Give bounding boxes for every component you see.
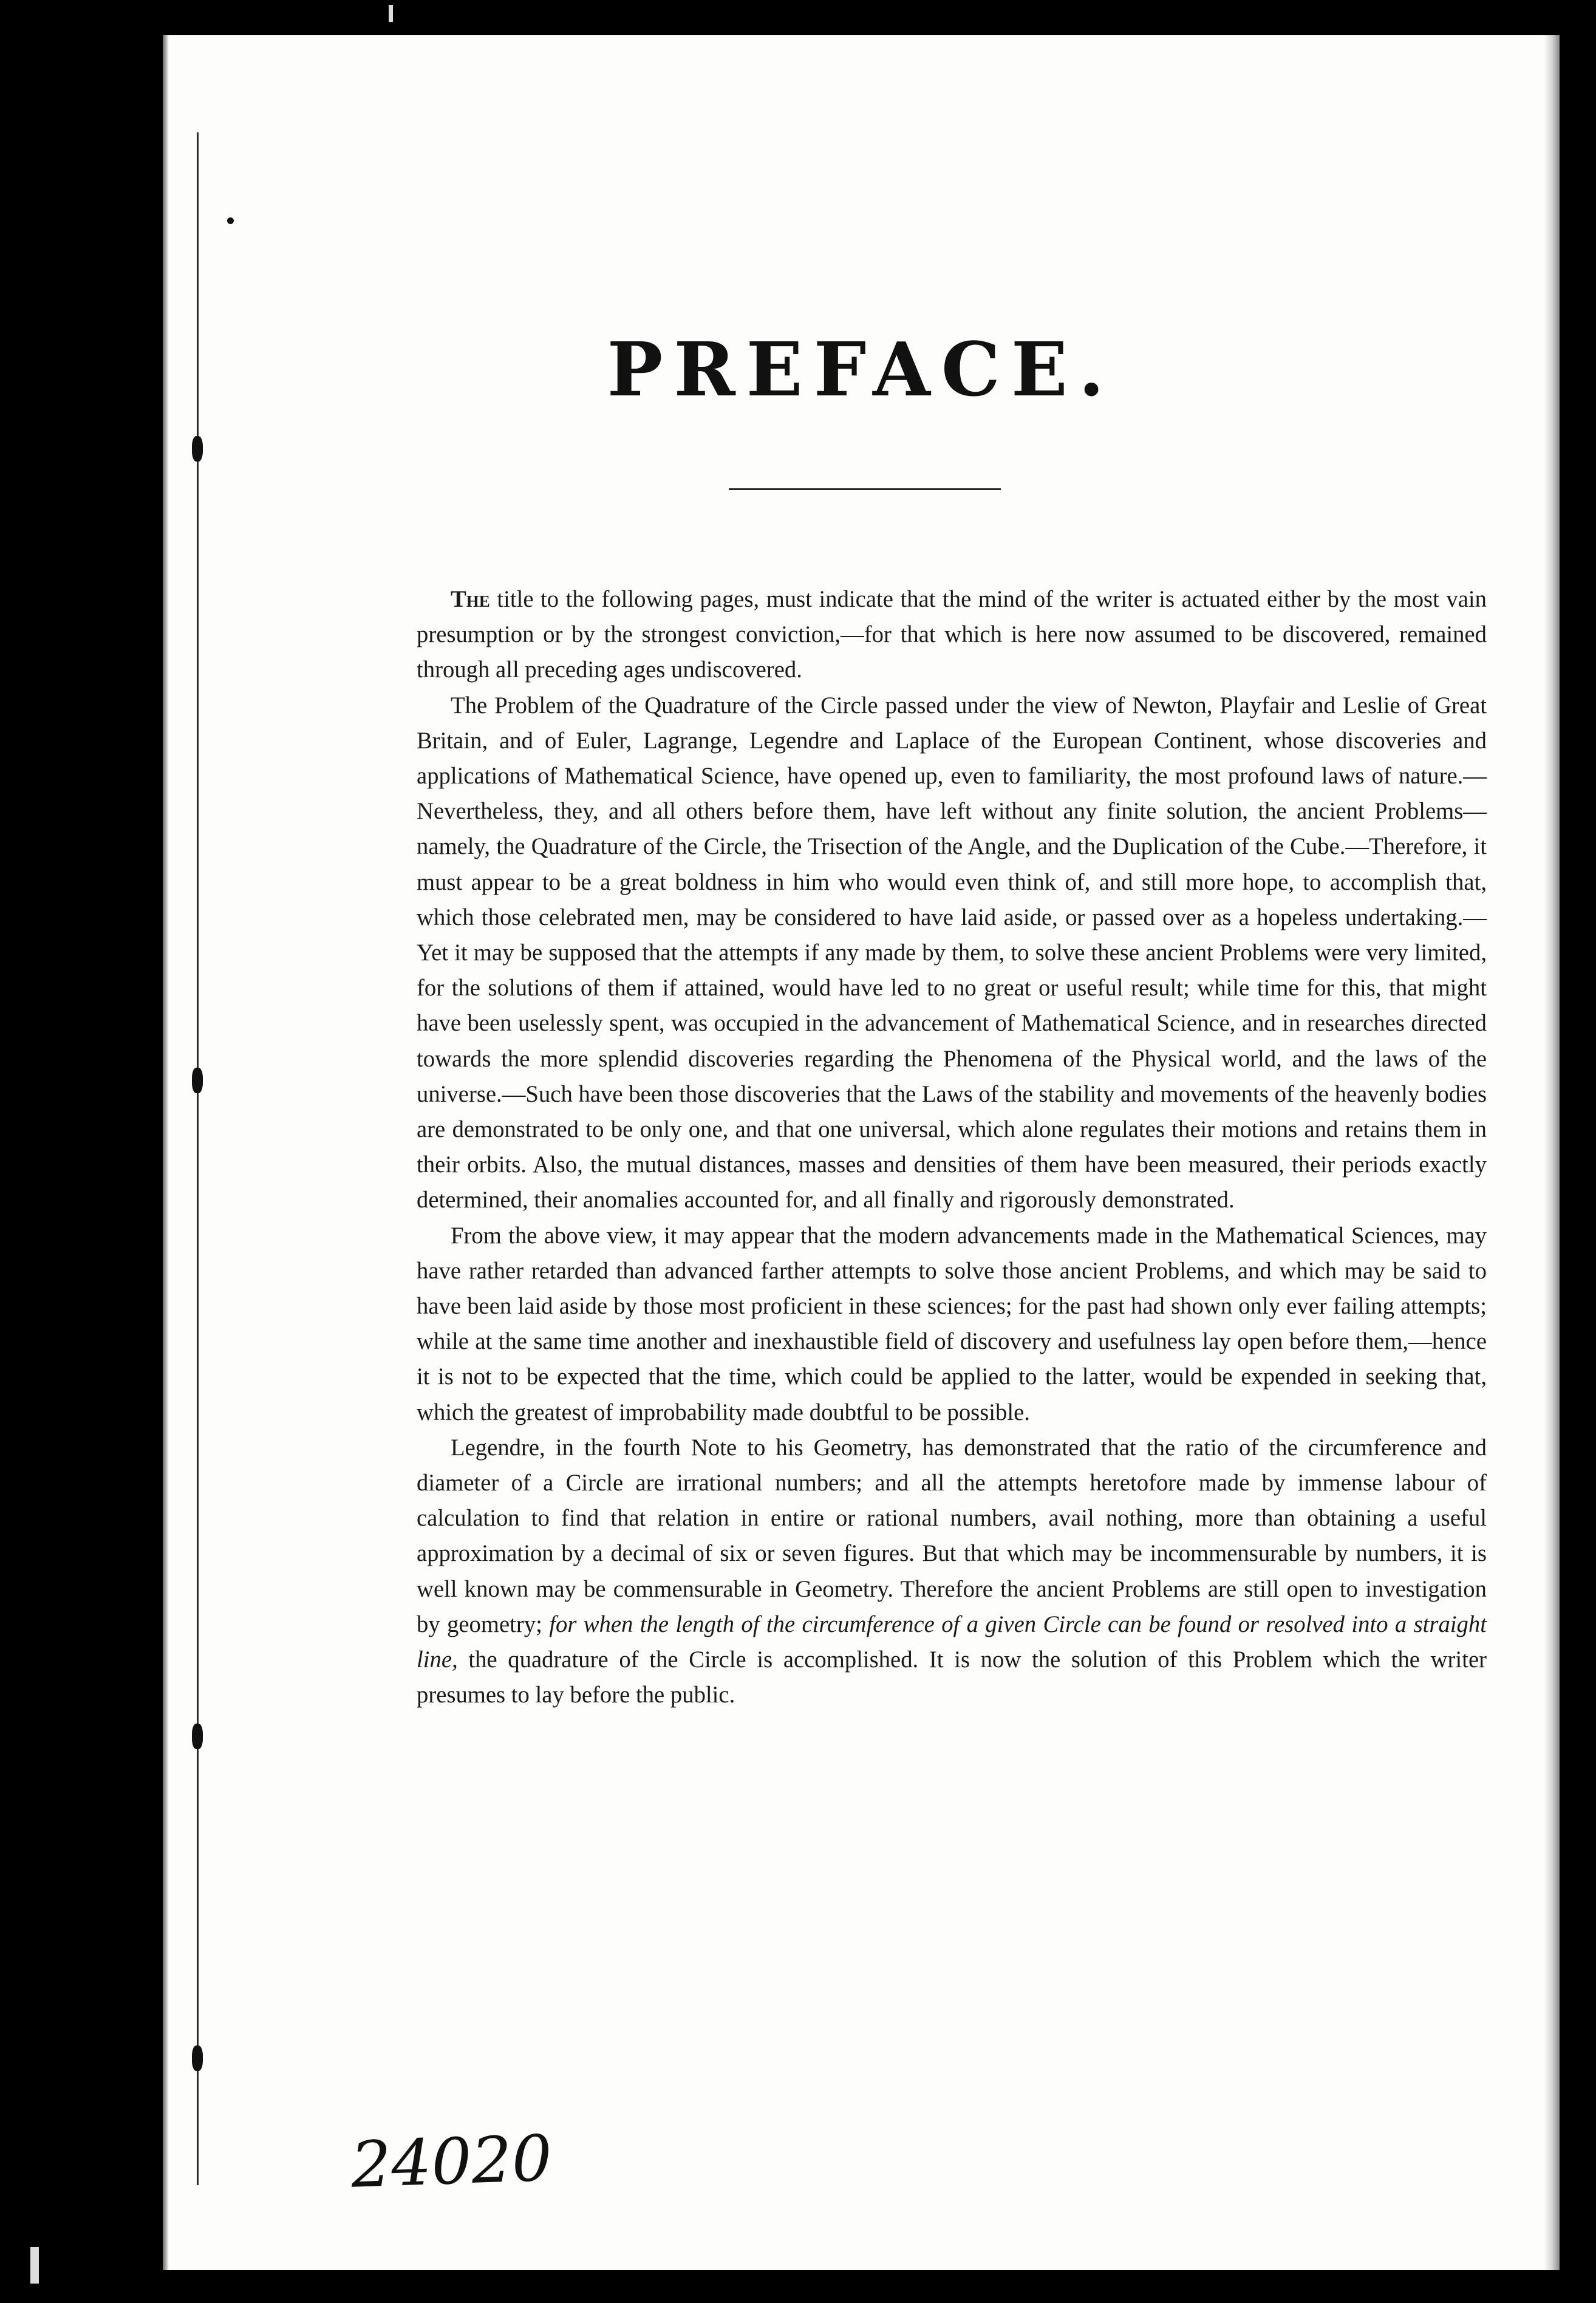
preface-body bbox=[417, 582, 1487, 1713]
binding-knot bbox=[192, 2045, 203, 2071]
paragraph-3: From the above view, it may appear that the modern advancements made in the Mathematical Sciences, may have rather retarded than advanced farther attempts to solve those ancient Problems, and which may be said to have been laid aside by those most proficient in these sciences; for the past had shown only ever failing attempts; while at the same time another and inexhaustible field of discovery and usefulness lay open before them,—hence it is not to be expected that the time, which could be applied to the latter, would be expended in seeking that, which the greatest of improbability made doubtful to be possible. bbox=[417, 1223, 1487, 1425]
binding-knot bbox=[192, 436, 203, 462]
ink-speck bbox=[227, 217, 234, 224]
paragraph-2: The Problem of the Quadrature of the Circle passed under the view of Newton, Playfair and Leslie of Great Britain, and of Euler, Lagrange, Legendre and Laplace of the European Continent, whose discoveries and applications of Mathematical Science, have opened up, even to familiarity, the most profound laws of nature.—Nevertheless, they, and all others before them, have left without any finite solution, the ancient Problems—namely, the Quadrature of the Circle, the Trisection of the Angle, and the Duplication of the Cube.—Therefore, it must appear to be a great boldness in him who would even think of, and still more hope, to accomplish that, which those celebrated men, may be considered to have laid aside, or passed over as a hopeless undertaking.—Yet it may be supposed that the attempts if any made by them, to solve these ancient Problems were very limited, for the solutions of them if attained, would have led to no great or useful result; while time for this, that might have been uselessly spent, was occupied in the advancement of Mathematical Science, and in researches directed towards the more splendid discoveries regarding the Phenomena of the Physical world, and the laws of the universe.—Such have been those discoveries that the Laws of the stability and movements of the heavenly bodies are demonstrated to be only one, and that one universal, which alone regulates their motions and retains them in their orbits. Also, the mutual distances, masses and densities of them have been measured, their periods exactly determined, their anomalies accounted for, and all finally and rigorously demonstrated. bbox=[417, 692, 1487, 1213]
handwritten-accession-number: 24020 bbox=[349, 2121, 553, 2202]
paragraph-lead-word: The bbox=[451, 587, 490, 612]
binding-knot bbox=[192, 1724, 203, 1749]
binding-knot bbox=[192, 1068, 203, 1093]
book-page bbox=[163, 35, 1560, 2270]
paragraph-text: the quadrature of the Circle is accomplished. It is now the solution of this Problem which the writer presumes to lay before the public. bbox=[417, 1647, 1487, 1708]
italic-emphasis: for when the length of the circumference of a given Circle can be found or resolved into a straight line, bbox=[417, 1611, 1487, 1673]
scan-edge-mark bbox=[389, 5, 393, 22]
paragraph-text: Legendre, in the fourth Note to his Geometry, has demonstrated that the ratio of the circumference and diameter of a Circle are irrational numbers; and all the attempts heretofore made by immense labour of calculation to find that relation in entire or rational numbers, avail nothing, more than obtaining a useful approximation by a decimal of six or seven figures. But that which may be incommensurable by numbers, it is well known may be commensurable in Geometry. Therefore the ancient Problems are still open to investigation by geometry; bbox=[417, 1435, 1487, 1637]
page-title: PREFACE. bbox=[607, 326, 1116, 413]
paragraph-1 bbox=[417, 582, 1487, 688]
paragraph-4 bbox=[417, 1430, 1487, 1713]
scan-edge-mark bbox=[30, 2247, 39, 2284]
paragraph-text: title to the following pages, must indicate that the mind of the writer is actuated either by the most vain presumption or by the strongest conviction,—for that which is here now assumed to be discovered, remained through all preceding ages undiscovered. bbox=[417, 587, 1487, 683]
title-divider bbox=[729, 488, 1001, 490]
